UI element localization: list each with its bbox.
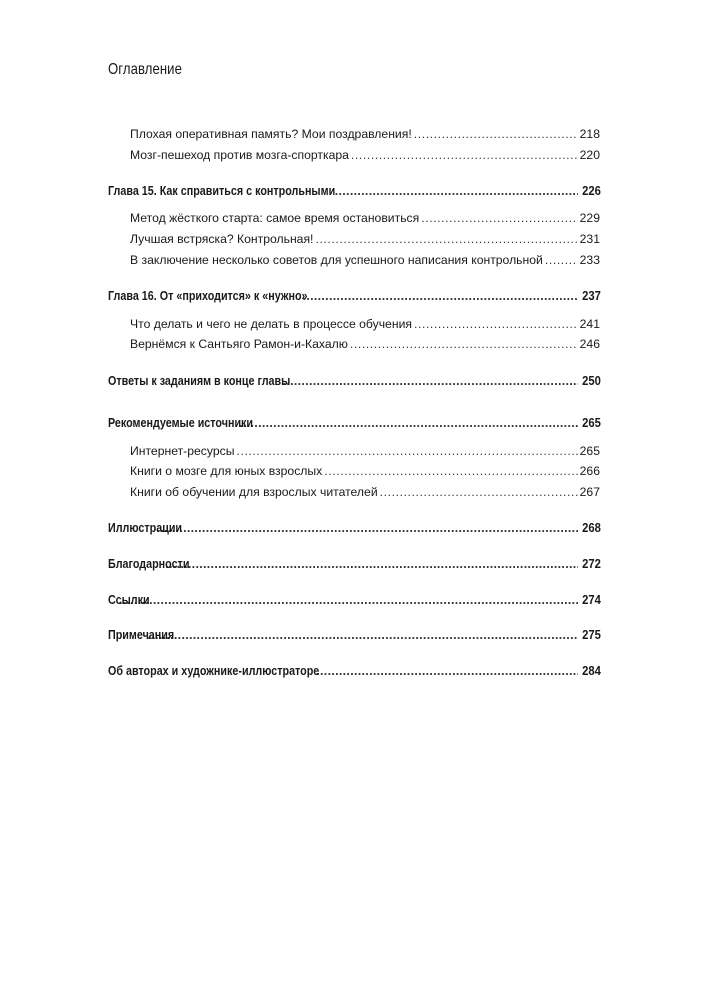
- toc-recommended-sources[interactable]: [108, 414, 601, 432]
- toc-entry-title: Вернёмся к Сантьяго Рамон-и-Кахалю: [130, 337, 348, 351]
- toc-entry-page: 246: [579, 337, 600, 351]
- toc-illustrations[interactable]: [108, 519, 601, 537]
- toc-entry-title: В заключение несколько советов для успешного написания контрольной: [130, 253, 543, 267]
- toc-entry-page: 218: [579, 127, 600, 141]
- dot-leader: [165, 555, 578, 573]
- toc-entry-bad-memory[interactable]: [130, 125, 600, 143]
- toc-entry-title: Что делать и чего не делать в процессе обучения: [130, 317, 412, 331]
- dot-leader: [316, 662, 578, 680]
- toc-notes[interactable]: [108, 626, 601, 644]
- toc-entry-page: 274: [582, 593, 601, 607]
- toc-about-authors[interactable]: [108, 662, 601, 680]
- toc-entry-page: 229: [579, 211, 600, 225]
- dot-leader: [380, 483, 578, 501]
- dot-leader: [283, 372, 579, 390]
- toc-entry-page: 275: [582, 628, 601, 642]
- toc-chapter-16[interactable]: [108, 287, 601, 305]
- dot-leader: [351, 146, 578, 164]
- dot-leader: [324, 462, 577, 480]
- toc-entry-title: Плохая оперативная память? Мои поздравления!: [130, 127, 412, 141]
- toc-entry-title: Книги об обучении для взрослых читателей: [130, 485, 378, 499]
- toc-entry-page: 220: [579, 148, 600, 162]
- dot-leader: [315, 230, 577, 248]
- toc-entry-hard-start[interactable]: [130, 209, 600, 227]
- toc-entry-page: 266: [579, 464, 600, 478]
- toc-entry-title: Благодарности: [108, 557, 190, 571]
- dot-leader: [545, 251, 578, 269]
- toc-acknowledgements[interactable]: [108, 555, 601, 573]
- toc-entry-title: Лучшая встряска? Контрольная!: [130, 232, 314, 246]
- toc-answers[interactable]: [108, 372, 601, 390]
- toc-entry-page: 265: [582, 416, 601, 430]
- toc-entry-dos-and-donts[interactable]: [130, 315, 600, 333]
- toc-entry-internet-resources[interactable]: [130, 442, 600, 460]
- toc-entry-title: Ответы к заданиям в конце главы: [108, 374, 291, 388]
- toc-entry-page: 265: [579, 444, 600, 458]
- dot-leader: [335, 182, 578, 200]
- toc-entry-ramon-y-cajal[interactable]: [130, 335, 600, 353]
- toc-entry-page: 268: [582, 521, 601, 535]
- toc-entry-page: 250: [582, 374, 601, 388]
- toc-entry-page: 237: [582, 289, 601, 303]
- dot-leader: [303, 287, 579, 305]
- toc-entry-best-shakeup[interactable]: [130, 230, 600, 248]
- toc-entry-brain-books[interactable]: [130, 462, 600, 480]
- toc-entry-page: 272: [582, 557, 601, 571]
- dot-leader: [119, 591, 578, 609]
- toc-entry-page: 233: [579, 253, 600, 267]
- toc-entry-title: Книги о мозге для юных взрослых: [130, 464, 323, 478]
- toc-entry-title: Иллюстрации: [108, 521, 183, 535]
- toc-entry-page: 226: [582, 184, 601, 198]
- dot-leader: [236, 442, 577, 460]
- toc-entry-title: Глава 16. От «приходится» к «нужно»: [108, 289, 308, 303]
- toc-entry-test-tips[interactable]: [130, 251, 600, 269]
- toc-chapter-15[interactable]: [108, 182, 601, 200]
- toc-entry-title: Мозг-пешеход против мозга-спорткара: [130, 148, 349, 162]
- toc-entry-title: Глава 15. Как справиться с контрольными: [108, 184, 336, 198]
- toc-entry-title: Рекомендуемые источники: [108, 416, 254, 430]
- toc-entry-page: 241: [579, 317, 600, 331]
- toc-entry-title: Об авторах и художнике-иллюстраторе: [108, 664, 320, 678]
- toc-entry-title: Ссылки: [108, 593, 150, 607]
- toc-entry-title: Примечания: [108, 628, 175, 642]
- toc-entry-title: Интернет-ресурсы: [130, 444, 235, 458]
- dot-leader: [414, 315, 578, 333]
- dot-leader: [414, 125, 578, 143]
- dot-leader: [350, 335, 578, 353]
- toc-references[interactable]: [108, 591, 601, 609]
- toc-entry-learning-books[interactable]: [130, 483, 600, 501]
- dot-leader: [157, 519, 578, 537]
- dot-leader: [421, 209, 577, 227]
- dot-leader: [148, 626, 579, 644]
- toc-entry-title: Метод жёсткого старта: самое время остановиться: [130, 211, 420, 225]
- dot-leader: [239, 414, 578, 432]
- toc-entry-page: 231: [579, 232, 600, 246]
- toc-entry-pedestrian-brain[interactable]: [130, 146, 600, 164]
- toc-entry-page: 267: [579, 485, 600, 499]
- toc-entry-page: 284: [582, 664, 601, 678]
- page-heading: Оглавление: [108, 61, 182, 78]
